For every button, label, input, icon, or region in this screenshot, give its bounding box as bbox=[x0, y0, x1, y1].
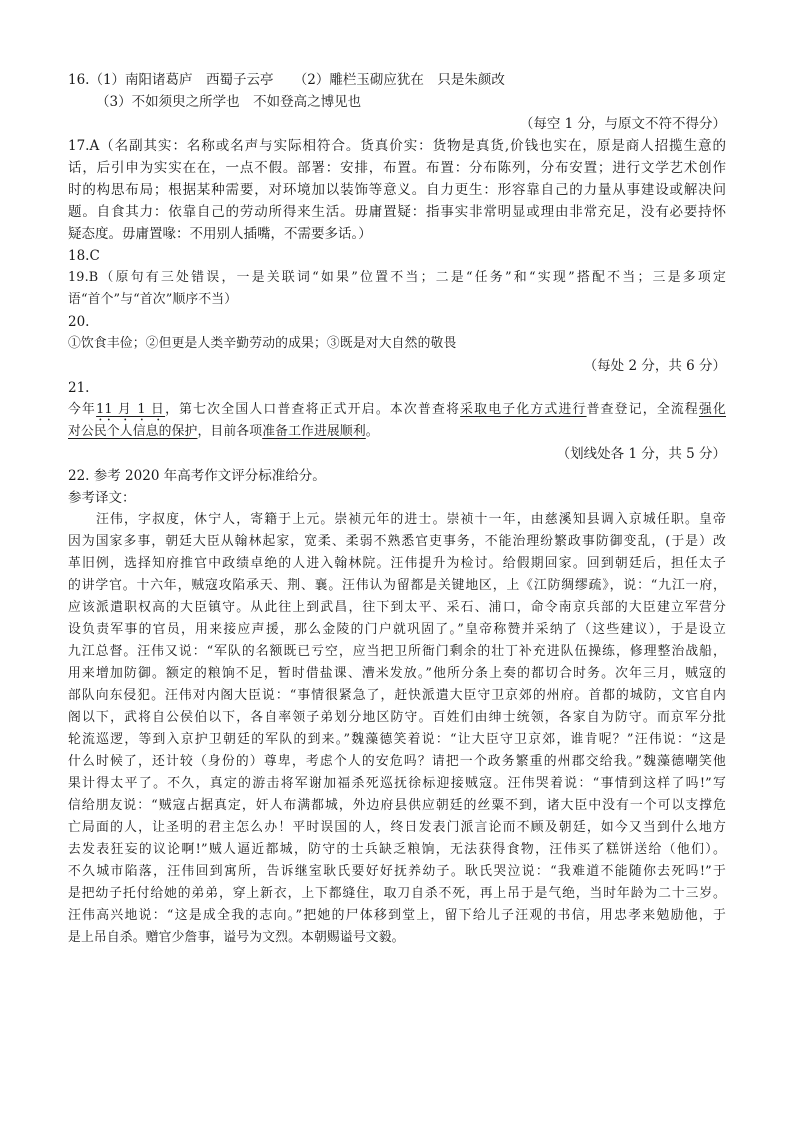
translation-line: 信给朋友说：“贼寇占据真定，奸人布满都城，外边府县供应朝廷的丝粟不到，诸大臣中没有一个可以支撑危 bbox=[68, 798, 726, 813]
translation-line: 九江总督。汪伟又说：“军队的名额既已亏空，应当把卫所衙门剩余的壮丁补充进队伍操练，修理整治战船， bbox=[68, 644, 726, 659]
q21-answer-line-1 bbox=[68, 400, 726, 424]
translation-line: 应该派遣职权高的大臣镇守。从此往上到武昌，往下到太平、采石、浦口，命令南京兵部的大臣建立军营分 bbox=[68, 600, 726, 615]
q21-text: 。 bbox=[365, 424, 379, 439]
q21-text: ，目前各项 bbox=[197, 424, 263, 439]
translation-line: 阁以下，武将自公侯伯以下，各自率领子弟划分地区防守。百姓们由绅士统领，各家自为防守。而京军分批 bbox=[68, 710, 726, 725]
translation-line: 轮流巡逻，等到入京护卫朝廷的军队的到来。”魏藻德笑着说：“让大臣守卫京郊，谁肯呢？”汪伟说：“这是 bbox=[68, 732, 726, 747]
q21-underlined-phrase: 对公民个人信息的保护 bbox=[68, 424, 198, 439]
translation-line: 亡局面的人，让圣明的君主怎么办！平时误国的人，终日发表门派言论而不顾及朝廷，如今又当到什么地方 bbox=[68, 820, 726, 835]
q17-line: 话，后引申为实实在在，一点不假。部署：安排，布置。布置：分布陈列，分布安置；进行文学艺术创作 bbox=[68, 160, 726, 176]
q21-underlined-phrase: 强化 bbox=[698, 402, 726, 417]
translation-line: 去发表狂妄的议论啊!”贼人逼近都城，防守的士兵缺乏粮饷，无法获得食物，汪伟买了糕饼送给（他们）。 bbox=[68, 842, 726, 857]
q16-line-2: （3）不如须臾之所学也 不如登高之博见也 bbox=[96, 94, 362, 110]
q21-text: 普查登记，全流程 bbox=[586, 402, 699, 417]
q21-scoring-note: （划线处各 1 分，共 5 分） bbox=[556, 446, 726, 462]
q21-underlined-phrase: 采取电子化方式进行 bbox=[460, 402, 587, 417]
translation-line: 的讲学官。十六年，贼寇攻陷承天、荆、襄。汪伟认为留都是关键地区，上《江防绸缪疏》，说：“九江一府， bbox=[68, 578, 726, 593]
q19-line: 语“首个”与“首次”顺序不当） bbox=[68, 292, 238, 307]
q16-scoring-note: （每空 1 分，与原文不符不得分） bbox=[519, 116, 726, 132]
q21-underlined-phrase: 准备工作进展顺利 bbox=[262, 424, 366, 439]
q22-heading: 22. 参考 2020 年高考作文评分标准给分。 bbox=[68, 468, 326, 484]
q17-line: 时的构思布局；根据某种需要，对环境加以装饰等意义。自力更生：形容靠自己的力量从事建设或解决问 bbox=[68, 182, 726, 198]
translation-line: 是上吊自杀。赠官少詹事，谥号为文烈。本朝赐谥号文毅。 bbox=[68, 930, 405, 945]
q20-scoring-note: （每处 2 分，共 6 分） bbox=[583, 358, 726, 374]
translation-line: 汪伟，字叔度，休宁人，寄籍于上元。崇祯元年的进士。崇祯十一年，由慈溪知县调入京城任职。皇帝 bbox=[96, 512, 726, 527]
translation-line: 是把幼子托付给她的弟弟，穿上新衣，上下都缝住，取刀自杀不死，再上吊于是气绝，当时年龄为二十三岁。 bbox=[68, 886, 726, 901]
q21-underlined-date: 11 月 1 日 bbox=[96, 402, 166, 417]
q21-text: 今年 bbox=[68, 402, 97, 417]
q21-text: ，第七次全国人口普查将正式开启。本次普查将 bbox=[165, 402, 461, 417]
q20-number: 20. bbox=[68, 314, 90, 330]
q21-number: 21. bbox=[68, 380, 90, 396]
q22-reference-label: 参考译文： bbox=[68, 490, 136, 506]
q16-line-1: 16.（1）南阳诸葛庐 西蜀子云亭 （2）雕栏玉砌应犹在 只是朱颜改 bbox=[68, 72, 505, 88]
q21-answer-line-2 bbox=[68, 422, 726, 442]
translation-line: 用来增加防御。额定的粮饷不足，暂时借盐课、漕米发放。”他所分条上奏的都切合时务。次年三月，贼寇的 bbox=[68, 666, 726, 681]
q19-line: 19.B（原句有三处错误，一是关联词“如果”位置不当；二是“任务”和“实现”搭配不当；三是多项定 bbox=[68, 270, 726, 285]
q17-line: 疑态度。毋庸置喙：不用别人插嘴，不需要多话。） bbox=[68, 226, 372, 242]
translation-line: 因为国家多事，朝廷大臣从翰林起家，宽柔、柔弱不熟悉官吏事务，不能治理纷繁政事防御变乱，(于是）改 bbox=[68, 534, 726, 549]
translation-line: 果计得太平了。不久，真定的游击将军谢加福杀死巡抚徐标迎接贼寇。汪伟哭着说：“事情到这样了吗!”写 bbox=[68, 776, 726, 791]
q18-answer: 18.C bbox=[68, 248, 100, 264]
q17-line: 17.A（名副其实：名称或名声与实际相符合。货真价实：货物是真货,价钱也实在，原是商人招揽生意的 bbox=[68, 138, 726, 154]
translation-line: 部队向东侵犯。汪伟对内阁大臣说：“事情很紧急了，赶快派遣大臣守卫京郊的州府。首都的城防，文官自内 bbox=[68, 688, 726, 703]
translation-line: 不久城市陷落，汪伟回到寓所，告诉继室耿氏要好好抚养幼子。耿氏哭泣说：“我难道不能随你去死吗!”于 bbox=[68, 864, 726, 879]
translation-line: 汪伟高兴地说：“这是成全我的志向。”把她的尸体移到堂上，留下给儿子汪观的书信，用忠孝来勉励他，于 bbox=[68, 908, 726, 923]
translation-line: 什么时候了，还计较（身份的）尊卑，考虑个人的安危吗？请把一个政务繁重的州郡交给我。”魏藻德嘲笑他 bbox=[68, 754, 726, 769]
translation-line: 革旧例，选择知府推官中政绩卓绝的人进入翰林院。汪伟提升为检讨。给假期回家。回到朝廷后，担任太子 bbox=[68, 556, 726, 571]
q17-line: 题。自食其力：依靠自己的劳动所得来生活。毋庸置疑：指事实非常明显或理由非常充足，没有必要持怀 bbox=[68, 204, 726, 220]
translation-line: 设负责军事的官员，用来接应声援，那么金陵的门户就巩固了。”皇帝称赞并采纳了（这些建议），于是设立 bbox=[68, 622, 726, 637]
q20-answer: ①饮食丰俭；②但更是人类辛勤劳动的成果；③既是对大自然的敬畏 bbox=[68, 336, 457, 351]
